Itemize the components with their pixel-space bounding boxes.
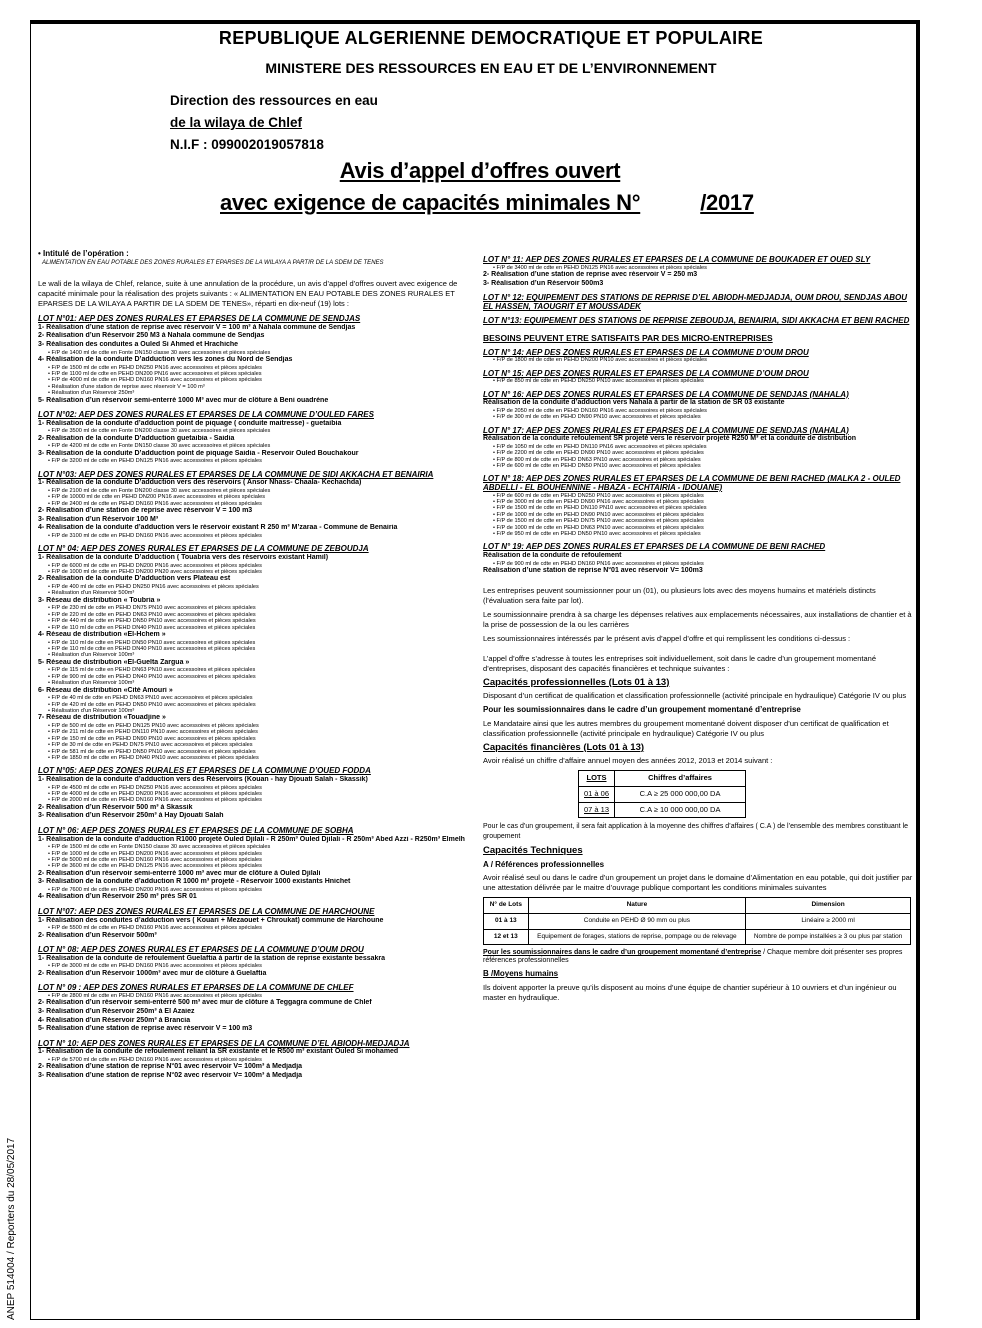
lot-item: • F/P de 3100 ml de cdte en PEHD DN160 PN16 avec accessoires et pièces spéciales (38, 533, 478, 539)
lot-item: • F/P de 2100 ml de cdte en Fonte DN200 classe 30 avec accessoires et pièces spéciales (38, 488, 478, 494)
lot-item: 2- Réalisation d’une station de reprise avec réservoir V = 250 m3 (483, 271, 698, 278)
lot-title: LOT N° 06: AEP DES ZONES RURALES ET EPARSES DE LA COMMUNE DE SOBHA (38, 827, 354, 836)
lot-item: • F/P de 400 ml de cdte en PEHD DN250 PN16 avec accessoires et pièces spéciales (38, 584, 478, 590)
lot-item: 3- Réalisation d’un Réservoir 500m3 (483, 279, 604, 287)
lot-title: LOT N° 16: AEP DES ZONES RURALES ET EPARSES DE LA COMMUNE DE SENDJAS (NAHALA) (483, 390, 849, 399)
lot-item: 1- Réalisation de la conduite D’adduction ( Touabria vers des réservoirs existant Hamil) (38, 553, 329, 561)
lot-item: 1- Réalisation de la conduite d’adduction R1000 projeté Ouled Djilali - R 250m³ Ouled Djilali - R 250m³ Abed Azzi - R250m³ Elmelh (38, 835, 465, 843)
cap-pro-text: Disposant d’un certificat de qualification et classification professionnelle (activité principale en hydraulique) Catégorie IV ou plus (483, 691, 907, 701)
direction-line1: Direction des ressources en eau (170, 93, 378, 108)
lot-item: 2- Réalisation de la conduite D’adduction vers Plateau est (38, 575, 231, 583)
lot-item: 3- Réalisation d’un Réservoir 250m³ à El Azaiez (38, 1008, 195, 1016)
lot-item: Réalisation de la conduite de refoulement (483, 552, 622, 559)
lot-item: 1- Réalisation de la conduite D’adduction vers des réservoirs ( Ansor Nhass- Chaala- Kechachda) (38, 479, 362, 487)
lot-item: • F/P de 2400 ml de cdte en PEHD DN160 PN16 avec accessoires et pièces spéciales (38, 501, 478, 507)
direction-line2: de la wilaya de Chlef (170, 115, 303, 130)
lot-item: 3- Réalisation de la conduite d’adduction R 1000 m³ projeté - Réservoir 1000 existants Hnichet (38, 878, 351, 886)
tech-table: N° de Lots Nature Dimension 01 à 13 Conduite en PEHD Ø 90 mm ou plus Linéaire ≥ 2000 ml 12 et 13 Equipement de forages, stations de reprise, pompage ou de relevage Nombre de pompe installées ≥ 3 ou plus par station (483, 897, 911, 945)
grp-title: Pour les soumissionnaires dans le cadre d’un groupement momentané d’entreprise (483, 705, 801, 715)
lot-item: 4- Réalisation d’un Réservoir 250 m³ près SR 01 (38, 893, 197, 901)
lot-title: LOT N° 12: EQUIPEMENT DES STATIONS DE REPRISE D’EL ABIODH-MEDJADJA, OUM DROU, SENDJAS ABOU EL HASSEN, TAOUGRIT ET MOUSSADEK (483, 294, 907, 311)
lot-item: • F/P de 3000 ml de cdte en PEHD DN160 PN16 avec accessoires et pièces spéciales (38, 963, 478, 969)
lot-item: • F/P de 1500 ml de cdte en PEHD DN75 PN10 avec accessoires et pièces spéciales (483, 518, 915, 524)
lot-item: • F/P de 4000 ml de cdte en PEHD DN200 PN16 avec accessoires et pièces spéciales (38, 791, 478, 797)
lot-item: • F/P de 500 ml de cdte en PEHD DN125 PN10 avec accessoires et pièces spéciales (38, 723, 478, 729)
lot-item: • F/P de 1000 ml de cdte en PEHD DN63 PN10 avec accessoires et pièces spéciales (483, 525, 915, 531)
left-column (38, 250, 478, 1081)
lot-item: • F/P de 1400 ml de cdte en Fonte DN150 classe 30 avec accessoires et pièces spéciales (38, 350, 478, 356)
lot-item: • F/P de 115 ml de cdte en PEHD DN63 PN10 avec accessoires et pièces spéciales (38, 667, 478, 673)
lot-item: • F/P de 1800 ml de cdte en PEHD DN200 PN10 avec accessoires et pièces spéciales (483, 357, 915, 363)
lot-item: • F/P de 3200 ml de cdte en PEHD DN125 PN16 avec accessoires et pièces spéciales (38, 458, 478, 464)
lot-title: LOT N°01: AEP DES ZONES RURALES ET EPARSES DE LA COMMUNE DE SENDJAS (38, 315, 361, 324)
lot-item: 3- Réalisation d’un Réservoir 250m³ à Hay Djouati Salah (38, 812, 224, 820)
table-row: 01 à 13 Conduite en PEHD Ø 90 mm ou plus Linéaire ≥ 2000 ml (484, 913, 911, 929)
para-groupement: L’appel d’offre s’adresse à toutes les entreprises soit individuellement, soit dans le cadre d’un groupement momentané d’entreprises, disposant des capacités financières et technique suivantes : (483, 653, 877, 673)
right-lots-a (483, 256, 915, 326)
right-lots-b (483, 349, 915, 576)
intitule-text: ALIMENTATION EN EAU POTABLE DES ZONES RURALES ET EPARSES DE LA WILAYA A PARTIR DE LA SDEM DE TENES (42, 259, 384, 266)
lot-title: LOT N° 09 : AEP DES ZONES RURALES ET EPARSES DE LA COMMUNE DE CHLEF (38, 984, 354, 993)
lot-item: • F/P de 110 ml de cdte en PEHD DN50 PN10 avec accessoires et pièces spéciales (38, 640, 478, 646)
lot-item: • F/P de 1100 ml de cdte en PEHD DN200 PN16 avec accessoires et pièces spéciales (38, 371, 478, 377)
lot-item: 2- Réalisation d’un Réservoir 1000m³ avec mur de clôture à Guelaftia (38, 969, 267, 977)
nif: N.I.F : 099002019057818 (170, 137, 324, 152)
intitule-label: • Intitulé de l’opération : (38, 249, 129, 258)
lot-item: • F/P de 2000 ml de cdte en PEHD DN160 PN16 avec accessoires et pièces spéciales (38, 797, 478, 803)
lot-item: 2- Réalisation d’un Réservoir 250 M3 à Nahala commune de Sendjas (38, 332, 265, 340)
lot-item: • F/P de 3600 ml de cdte en PEHD DN125 PN16 avec accessoires et pièces spéciales (38, 863, 478, 869)
lot-item: • F/P de 300 ml de cdte en PEHD DN90 PN10 avec accessoires et pièces spéciales (483, 414, 915, 420)
lot-item: • F/P de 3000 ml de cdte en PEHD DN90 PN16 avec accessoires et pièces spéciales (483, 499, 915, 505)
lot-item: • F/P de 600 ml de cdte en PEHD DN250 PN10 avec accessoires et pièces spéciales (483, 493, 915, 499)
para-lots: Les entreprises peuvent soumissionner pour un (01), ou plusieurs lots avec des moyens humains et matériels distincts (l’évaluation sera faite par lot). (483, 585, 876, 605)
table-row: 12 et 13 Equipement de forages, stations de reprise, pompage ou de relevage Nombre de pompe installées ≥ 3 ou plus par station (484, 929, 911, 945)
lot-item: • Réalisation d’un Réservoir 100m³ (38, 680, 478, 686)
lot-item: • F/P de 2800 ml de cdte en PEHD DN160 PN16 avec accessoires et pièces spéciales (38, 993, 478, 999)
lot-item: • F/P de 440 ml de cdte en PEHD DN50 PN10 avec accessoires et pièces spéciales (38, 618, 478, 624)
lot-title: LOT N° 17: AEP DES ZONES RURALES ET EPARSES DE LA COMMUNE DE SENDJAS (NAHALA) (483, 426, 849, 435)
lot-item: • F/P de 1000 ml de cdte en PEHD DN200 PN16 avec accessoires et pièces spéciales (38, 851, 478, 857)
lot-title: LOT N°07: AEP DES ZONES RURALES ET EPARSES DE LA COMMUNE DE HARCHOUNE (38, 908, 375, 917)
lot-item: • F/P de 1850 ml de cdte en PEHD DN40 PN10 avec accessoires et pièces spéciales (38, 755, 478, 761)
lot-item: • F/P de 900 ml de cdte en PEHD DN40 PN10 avec accessoires et pièces spéciales (38, 674, 478, 680)
lot-item: 1- Réalisation de la conduite d’adduction point de piquage ( conduite maitresse) - guetaibia (38, 419, 342, 427)
lot-title: LOT N° 04: AEP DES ZONES RURALES ET EPARSES DE LA COMMUNE DE ZEBOUDJA (38, 545, 369, 554)
lot-item: 2- Réalisation d’une station de reprise N°01 avec réservoir V= 100m³ à Medjadja (38, 1063, 303, 1071)
lot-item: 2- Réalisation d’une station de reprise avec réservoir V = 100 m3 (38, 507, 253, 515)
lot-item: • F/P de 5000 ml de cdte en PEHD DN160 PN16 avec accessoires et pièces spéciales (38, 857, 478, 863)
lot-item: • F/P de 3400 ml de cdte en PEHD DN125 PN16 avec accessoires et pièces spéciales (483, 265, 915, 271)
lot-item: 4- Réalisation de la conduite d’adduction vers le réservoir existant R 250 m³ M’zaraa - Commune de Benairia (38, 524, 398, 532)
lot-item: 5- Réseau de distribution «El-Guelta Zargua » (38, 658, 190, 666)
lot-item: • F/P de 150 ml de cdte en PEHD DN90 PN10 avec accessoires et pièces spéciales (38, 736, 478, 742)
ministry-header: MINISTERE DES RESSOURCES EN EAU ET DE L’ENVIRONNEMENT (265, 60, 717, 76)
table-row: 07 à 13 C.A ≥ 10 000 000,00 DA (579, 802, 746, 818)
lot-title: LOT N° 19: AEP DES ZONES RURALES ET EPARSES DE LA COMMUNE DE BENI RACHED (483, 543, 826, 552)
lot-title: LOT N°02: AEP DES ZONES RURALES ET EPARSES DE LA COMMUNE D’OULED FARES (38, 411, 374, 420)
lot-item: • F/P de 850 ml de cdte en PEHD DN250 PN10 avec accessoires et pièces spéciales (483, 378, 915, 384)
lot-item: 3- Réalisation d’un Réservoir 100 M³ (38, 515, 159, 523)
lot-item: • F/P de 4500 ml de cdte en PEHD DN250 PN16 avec accessoires et pièces spéciales (38, 785, 478, 791)
cap-fin-text: Avoir réalisé un chiffre d’affaire annuel moyen des années 2012, 2013 et 2014 suivant : (483, 756, 773, 766)
lot-item: • F/P de 4000 ml de cdte en PEHD DN160 PN16 avec accessoires et pièces spéciales (38, 377, 478, 383)
cap-pro-heading: Capacités professionnelles (Lots 01 à 13) (483, 676, 670, 688)
lot-title: LOT N° 18: AEP DES ZONES RURALES ET EPARSES DE LA COMMUNE DE BENI RACHED (MALKA 2 - OULED ABDELLI - EL BOUHENNINE - HBAZA - ECHTAIRIA - IDOUANE) (483, 475, 901, 492)
direction-block (170, 90, 378, 156)
lot-title: LOT N° 15: AEP DES ZONES RURALES ET EPARSES DE LA COMMUNE D’OUM DROU (483, 369, 809, 378)
lot-item: • Réalisation d’une station de reprise avec réservoir V = 100 m³ (38, 384, 478, 390)
lot-item: • F/P de 1500 ml de cdte en PEHD DN110 PN10 avec accessoires et pièces spéciales (483, 505, 915, 511)
cap-fin-heading: Capacités financières (Lots 01 à 13) (483, 741, 645, 753)
lot-item: • F/P de 1000 ml de cdte en PEHD DN200 PN20 avec accessoires et pièces spéciales (38, 569, 478, 575)
side-reference: ANEP 514004 / Reporters du 28/05/2017 (6, 1137, 17, 1320)
lot-item: 3- Réseau de distribution « Toubria » (38, 596, 161, 604)
para-interested: Les soumissionnaires intéressés par le présent avis d’appel d’offre et qui remplissent les conditions ci-dessus : (483, 633, 851, 643)
lot-item: 1- Réalisation des conduites d’adduction vers ( Kouari + Mezaouet + Chroukat) commune de Harchoune (38, 916, 384, 924)
lot-item: Réalisation de la conduite d’adduction vers Nahala à partir de la station de SR 03 existante (483, 399, 785, 407)
lot-item: Réalisation de la conduite refoulement SR projeté vers le réservoir projeté R250 M³ et la conduite de distribution (483, 435, 857, 443)
left-lots (38, 315, 478, 1080)
lot-title: LOT N°05: AEP DES ZONES RURALES ET EPARSES DE LA COMMUNE D’OUED FODDA (38, 767, 371, 776)
lot-item: • F/P de 6000 ml de cdte en PEHD DN200 PN16 avec accessoires et pièces spéciales (38, 563, 478, 569)
lot-item: • Réalisation d’un Réservoir 100m³ (38, 708, 478, 714)
lot-item: • Réalisation d’un Réservoir 250m³ (38, 390, 478, 396)
lot-item: 2- Réalisation d’un Réservoir 500m³ (38, 931, 157, 939)
lot-item: 1- Réalisation de la conduite de refoulement Guelaftia à partir de la station de reprise existante bessakra (38, 954, 386, 962)
lot-title: LOT N° 10: AEP DES ZONES RURALES ET EPARSES DE LA COMMUNE D’EL ABIODH-MEDJADJA (38, 1039, 410, 1048)
lot-item: • F/P de 7600 ml de cdte en PEHD DN200 PN16 avec accessoires et pièces spéciales (38, 887, 478, 893)
lot-title: LOT N° 08: AEP DES ZONES RURALES ET EPARSES DE LA COMMUNE D’OUM DROU (38, 946, 364, 955)
lot-item: 5- Réalisation d’une station de reprise avec réservoir V = 100 m3 (38, 1025, 253, 1033)
lot-title: LOT N°03: AEP DES ZONES RURALES ET EPARSES DE LA COMMUNE DE SIDI AKKACHA ET BENAIRIA (38, 470, 434, 479)
lot-item: • F/P de 230 ml de cdte en PEHD DN75 PN10 avec accessoires et pièces spéciales (38, 605, 478, 611)
lot-item: • Réalisation d’un Réservoir 500m³ (38, 590, 478, 596)
lot-item: 5- Réalisation d’un réservoir semi-enterré 1000 M³ avec mur de clôture à Beni ouadrène (38, 396, 329, 404)
republic-header: REPUBLIQUE ALGERIENNE DEMOCRATIQUE ET POPULAIRE (218, 28, 764, 48)
micro-enterprises: BESOINS PEUVENT ETRE SATISFAITS PAR DES MICRO-ENTREPRISES (483, 332, 773, 343)
intro-text: Le wali de la wilaya de Chlef, relance, suite à une annulation de la procédure, un avis d’appel d’offres ouvert avec exigence de capacité minimale pour la réalisation des projets suivants : « ALIMENTATION EN EAU POTABLE DES ZONES RURALES ET EPARSES DE LA WILAYA A PARTIR DE LA SDEM DE TENES», réparti en dix-neuf (19) lots : (38, 279, 458, 309)
lot-item: 4- Réseau de distribution «El-Hchem » (38, 631, 166, 638)
lot-item: • F/P de 420 ml de cdte en PEHD DN50 PN10 avec accessoires et pièces spéciales (38, 702, 478, 708)
lot-item: • F/P de 581 ml de cdte en PEHD DN50 PN10 avec accessoires et pièces spéciales (38, 749, 478, 755)
lot-item: 1- Réalisation d’une station de reprise avec réservoir V = 100 m³ à Nahala commune de Sendjas (38, 323, 356, 331)
fin-table: LOTS Chiffres d’affaires 01 à 06 C.A ≥ 25 000 000,00 DA 07 à 13 C.A ≥ 10 000 000,00 DA (578, 770, 746, 818)
lot-item: 2- Réalisation d’un réservoir semi-enterré 1000 m³ avec mur de clôture à Ouled Djilali (38, 869, 321, 877)
grp-text: Le Mandataire ainsi que les autres membres du groupement momentané doivent disposer d’un certificat de qualification et classification professionnelle (activité principale en hydraulique) Catégorie IV ou plus (483, 718, 889, 738)
right-column (483, 250, 915, 1003)
lot-item: • F/P de 110 ml de cdte en PEHD DN40 PN10 avec accessoires et pièces spéciales (38, 646, 478, 652)
lot-item: • F/P de 1500 ml de cdte en PEHD DN250 PN16 avec accessoires et pièces spéciales (38, 365, 478, 371)
lot-title: LOT N°13: EQUIPEMENT DES STATIONS DE REPRISE ZEBOUDJA, BENAIRIA, SIDI AKKACHA ET BENI RACHED (483, 317, 910, 326)
lot-item: • Réalisation d’un Réservoir 100m³ (38, 652, 478, 658)
lot-item: 1- Réalisation de la conduite d’adduction vers des Réservoirs (Kouan - hay Djouati Salah - Skassik) (38, 776, 368, 784)
lot-item: • F/P de 30 ml de cdte en PEHD DN75 PN10 avec accessoires et pièces spéciales (38, 742, 478, 748)
lot-item: • F/P de 110 ml de cdte en PEHD DN40 PN10 avec accessoires et pièces spéciales (38, 625, 478, 631)
ref-pro: A / Références professionnelles (483, 859, 605, 869)
lot-item: 4- Réalisation de la conduite D’adduction vers les zones du Nord de Sendjas (38, 355, 293, 363)
lot-item: 3- Réalisation des conduites a Ouled Si Ahmed et Hrachiche (38, 340, 239, 348)
cap-tech-heading: Capacités Techniques (483, 845, 583, 857)
lot-item: Réalisation d’une station de reprise N°01 avec réservoir V= 100m3 (483, 567, 703, 574)
lot-item: 3- Réalisation de la conduite D’adduction point de piquage Saidia - Reservoir Ouled Bouchakour (38, 449, 359, 457)
lot-item: 2- Réalisation d’un Réservoir 500 m³ à Skassik (38, 803, 193, 811)
title-line1: Avis d’appel d’offres ouvert (339, 158, 621, 183)
lot-item: 4- Réalisation d’un Réservoir 250m³ à Brancia (38, 1016, 191, 1024)
lot-item: 7- Réseau de distribution «Touadjine » (38, 714, 166, 722)
lot-item: • F/P de 5500 ml de cdte en PEHD DN160 PN16 avec accessoires et pièces spéciales (38, 925, 478, 931)
lot-item: • F/P de 40 ml de cdte en PEHD DN63 PN10 avec accessoires et pièces spéciales (38, 695, 478, 701)
lot-item: • F/P de 5700 ml de cdte en PEHD DN160 PN16 avec accessoires et pièces spéciales (38, 1057, 478, 1063)
moyens-heading: B /Moyens humains (483, 969, 559, 979)
lot-item: • F/P de 10000 ml de cdte en PEHD DN200 PN16 avec accessoires et pièces spéciales (38, 494, 478, 500)
title-line2: avec exigence de capacités minimales N° /2017 (220, 190, 754, 215)
lot-item: • F/P de 2200 ml de cdte en PEHD DN90 PN10 avec accessoires et pièces spéciales (483, 450, 915, 456)
lot-item: 2- Réalisation d’un réservoir semi-enterré 500 m³ avec mur de clôture à Teggagra commune de Chlef (38, 999, 372, 1007)
lot-item: • F/P de 1500 ml de cdte en Fonte DN150 classe 30 avec accessoires et pièces spéciales (38, 844, 478, 850)
lot-item: • F/P de 1000 ml de cdte en PEHD DN90 PN10 avec accessoires et pièces spéciales (483, 512, 915, 518)
lot-item: 1- Réalisation de la conduite de refoulement reliant la SR existante et le R500 m³ existant Ouled Si mohamed (38, 1048, 399, 1056)
lot-item: • F/P de 800 ml de cdte en PEHD DN63 PN10 avec accessoires et pièces spéciales (483, 457, 915, 463)
lot-item: • F/P de 3500 ml de cdte en Fonte DN200 classe 30 avec accessoires et pièces spéciales (38, 428, 478, 434)
lot-item: • F/P de 950 ml de cdte en PEHD DN50 PN10 avec accessoires et pièces spéciales (483, 531, 915, 537)
ref-text: Avoir réalisé seul ou dans le cadre d’un groupement un projet dans le domaine d’Alimentation en eau potable, qui doit justifier par une attestation délivrée par le maitre d’ouvrage publique comportant les conditions minimales suivantes (483, 873, 913, 893)
fin-grp: Pour le cas d’un groupement, il sera fait application à la moyenne des chiffres d’affaires ( C.A ) de l’ensemble des membres constituant le groupement (483, 823, 909, 841)
lot-item: 6- Réseau de distribution «Cité Amouri » (38, 686, 173, 694)
lot-item: • F/P de 220 ml de cdte en PEHD DN63 PN10 avec accessoires et pièces spéciales (38, 612, 478, 618)
lot-title: LOT N° 11: AEP DES ZONES RURALES ET EPARSES DE LA COMMUNE DE BOUKADER ET OUED SLY (483, 256, 871, 264)
lot-item: • F/P de 4200 ml de cdte en Fonte DN150 classe 30 avec accessoires et pièces spéciales (38, 443, 478, 449)
table-row: 01 à 06 C.A ≥ 25 000 000,00 DA (579, 786, 746, 802)
para-charges: Le soumissionnaire prendra à sa charge les dépenses relatives aux emplacements nécessaires, aux installations de chantier et à la prise de possession de la ou les carrières (483, 609, 912, 629)
lot-item: 2- Réalisation de la conduite D’adduction guetaibia - Saidia (38, 434, 235, 442)
lot-item: • F/P de 211 ml de cdte en PEHD DN110 PN10 avec accessoires et pièces spéciales (38, 729, 478, 735)
lot-item: • F/P de 1050 ml de cdte en PEHD DN110 PN16 avec accessoires et pièces spéciales (483, 444, 915, 450)
lot-item: • F/P de 900 ml de cdte en PEHD DN160 PN16 avec accessoires et pièces spéciales (483, 561, 915, 567)
lot-title: LOT N° 14: AEP DES ZONES RURALES ET EPARSES DE LA COMMUNE D’OUM DROU (483, 348, 809, 357)
moyens-text: Ils doivent apporter la preuve qu’ils disposent au moins d’une équipe de chantier supérieur à 10 ouvriers et d’un ingénieur ou master en hydraulique. (483, 982, 897, 1002)
lot-item: 3- Réalisation d’une station de reprise N°02 avec réservoir V= 100m³ à Medjadja (38, 1072, 303, 1079)
grp2: Pour les soumissionnaires dans le cadre d’un groupement momentané d’entreprise / Chaque membre doit présenter ses propres références professionnelles (483, 949, 903, 965)
lot-item: • F/P de 600 ml de cdte en PEHD DN50 PN10 avec accessoires et pièces spéciales (483, 463, 915, 469)
lot-item: • F/P de 2050 ml de cdte en PEHD DN160 PN16 avec accessoires et pièces spéciales (483, 408, 915, 414)
